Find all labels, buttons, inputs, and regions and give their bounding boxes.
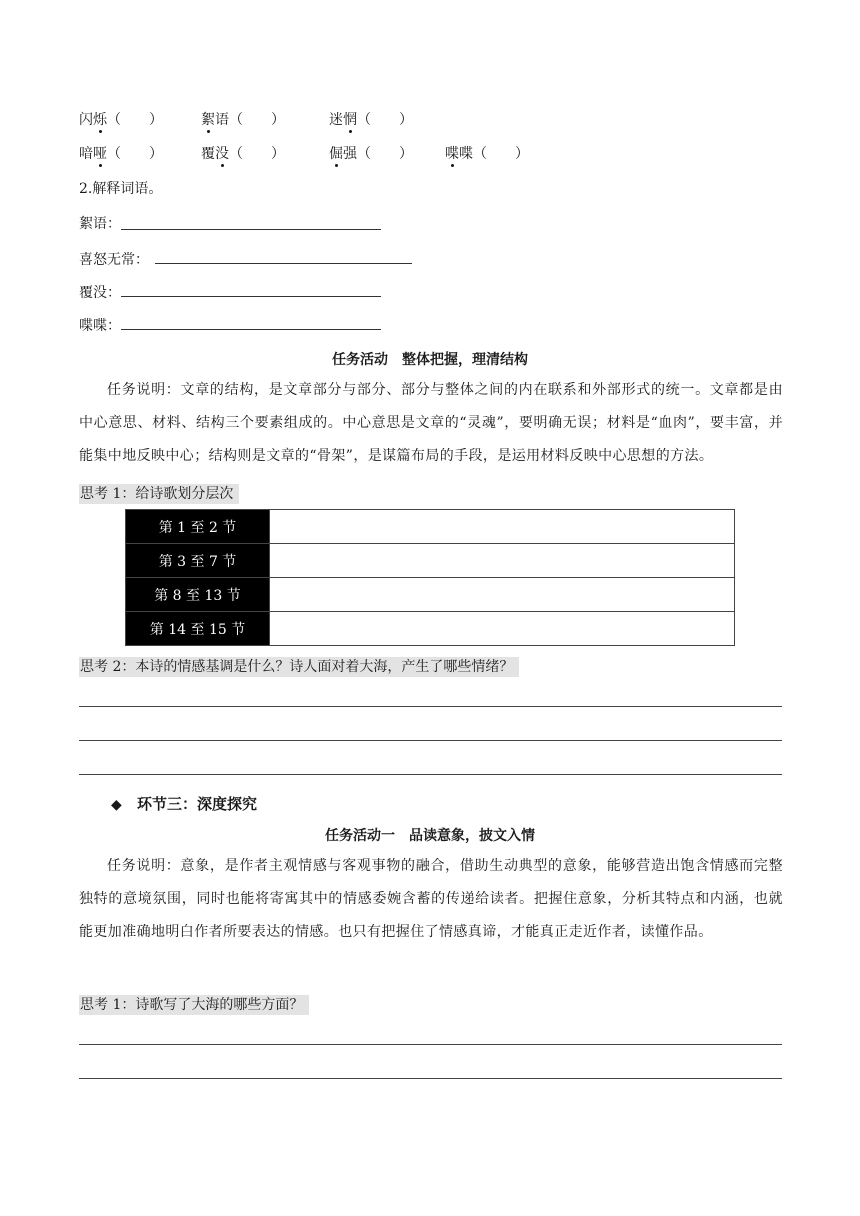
word-item: 絮语（ ）	[201, 112, 285, 128]
question-title: 2.解释词语。	[79, 181, 163, 197]
answer-cell[interactable]	[270, 544, 735, 578]
table-row	[126, 510, 735, 544]
answer-line[interactable]	[79, 740, 782, 741]
answer-line[interactable]	[121, 296, 381, 297]
answer-line[interactable]	[79, 706, 782, 707]
table-row	[126, 612, 735, 646]
answer-parentheses[interactable]: （ ）	[229, 112, 285, 128]
task-description: 任务说明：文章的结构，是文章部分与部分、部分与整体之间的内在联系和外部形式的统一。文章都是由中心意思、材料、结构三个要素组成的。中心意思是文章的“灵魂”，要明确无误；材料是“血肉”，要丰富，并能集中地反映中心；结构则是文章的“骨架”，是谋篇布局的手段，是运用材料反映中心思想的方法。	[79, 382, 783, 464]
answer-line[interactable]	[121, 329, 381, 330]
structure-table	[125, 509, 735, 646]
answer-cell[interactable]	[270, 578, 735, 612]
think-prompt: 思考 1：诗歌写了大海的哪些方面？	[79, 995, 309, 1015]
explain-label: 絮语：	[79, 216, 121, 232]
explain-label: 喋喋：	[79, 318, 121, 334]
answer-parentheses[interactable]: （ ）	[357, 146, 413, 162]
dotted-char: 哑	[93, 146, 107, 162]
row-label: 第 1 至 2 节	[126, 510, 270, 544]
dotted-char: 没	[215, 146, 229, 162]
word-item: 喋喋（ ）	[445, 146, 529, 162]
word-item: 闪烁（ ）	[79, 112, 163, 128]
answer-line[interactable]	[121, 229, 381, 230]
table-row	[126, 544, 735, 578]
task-description: 任务说明：意象，是作者主观情感与客观事物的融合，借助生动典型的意象，能够营造出饱含情感而完整独特的意境氛围，同时也能将寄寓其中的情感委婉含蓄的传递给读者。把握住意象，分析其特点和内涵，也就能更加准确地明白作者所要表达的情感。也只有把握住了情感真谛，才能真正走近作者，读懂作品。	[79, 858, 783, 940]
explain-label: 喜怒无常：	[79, 252, 149, 268]
row-label: 第 3 至 7 节	[126, 544, 270, 578]
dotted-char: 烁	[93, 112, 107, 128]
word-item: 喑哑（ ）	[79, 146, 163, 162]
think-prompt: 思考 2：本诗的情感基调是什么？诗人面对着大海，产生了哪些情绪？	[79, 657, 519, 677]
answer-parentheses[interactable]: （ ）	[473, 146, 529, 162]
answer-line[interactable]	[155, 263, 412, 264]
section-heading: 任务活动 整体把握，理清结构	[332, 352, 528, 368]
answer-cell[interactable]	[270, 612, 735, 646]
section-heading: 任务活动一 品读意象，披文入情	[325, 828, 535, 844]
table-row	[126, 578, 735, 612]
row-label: 第 14 至 15 节	[126, 612, 270, 646]
diamond-bullet-icon: ◆	[111, 797, 122, 813]
answer-parentheses[interactable]: （ ）	[107, 146, 163, 162]
word-item: 迷惘（ ）	[329, 112, 413, 128]
answer-line[interactable]	[79, 1044, 782, 1045]
dotted-char: 喋	[445, 146, 459, 162]
think-prompt: 思考 1：给诗歌划分层次	[79, 484, 239, 504]
answer-parentheses[interactable]: （ ）	[357, 112, 413, 128]
word-item: 覆没（ ）	[201, 146, 285, 162]
answer-cell[interactable]	[270, 510, 735, 544]
answer-parentheses[interactable]: （ ）	[229, 146, 285, 162]
answer-parentheses[interactable]: （ ）	[107, 112, 163, 128]
section-title: ◆ 环节三：深度探究	[111, 795, 258, 813]
row-label: 第 8 至 13 节	[126, 578, 270, 612]
answer-line[interactable]	[79, 774, 782, 775]
explain-label: 覆没：	[79, 285, 121, 301]
dotted-char: 倔	[329, 146, 343, 162]
word-item: 倔强（ ）	[329, 146, 413, 162]
dotted-char: 惘	[343, 112, 357, 128]
answer-line[interactable]	[79, 1078, 782, 1079]
dotted-char: 絮	[201, 112, 215, 128]
